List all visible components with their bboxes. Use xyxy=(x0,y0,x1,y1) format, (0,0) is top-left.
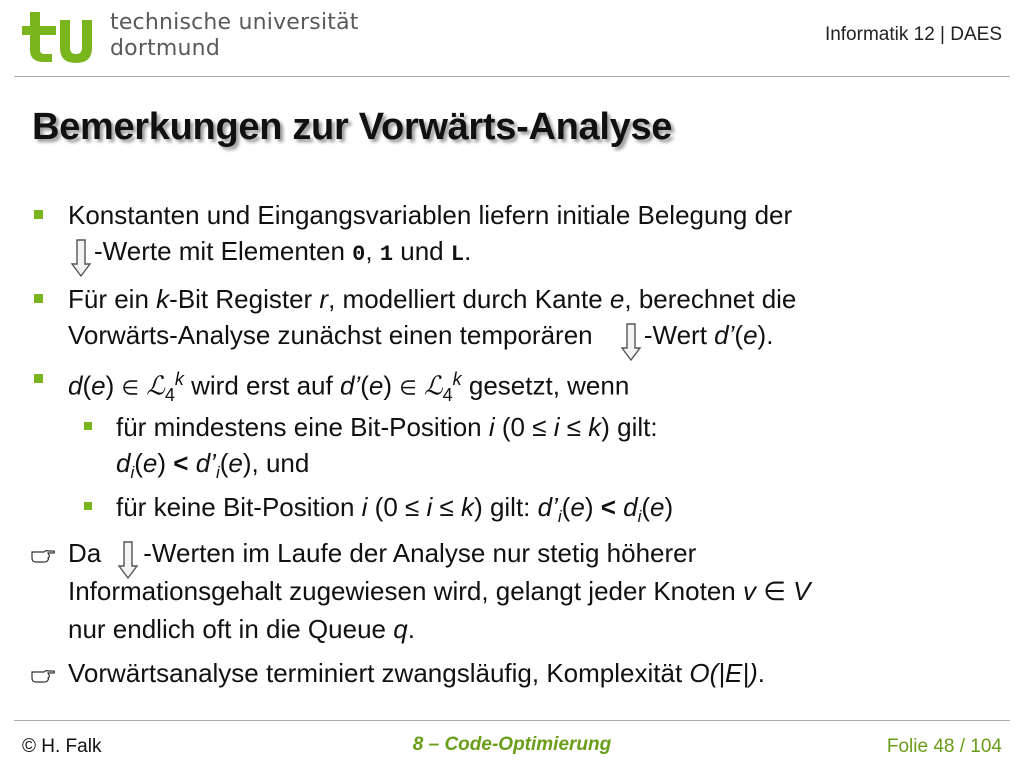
sub-bullet-marker xyxy=(84,502,92,510)
university-line2: dortmund xyxy=(110,36,220,61)
sub-bullet-marker xyxy=(84,422,92,430)
footer-divider xyxy=(14,720,1010,721)
bullet-3-line-1: d(e) ∈ ℒ$_4^k$ wird erst auf d’(e) ∈ ℒ$_4^k$ gesetzt, wenn xyxy=(68,369,630,405)
bullet-marker xyxy=(34,210,43,219)
footer-slide-number: Folie 48 / 104 xyxy=(886,736,1002,757)
department-label: Informatik 12 | DAES xyxy=(824,24,1002,45)
down-arrow-icon xyxy=(70,238,92,278)
bullet-2-line-2: Vorwärts-Analyse zunächst einen temporären -Wert d’(e). xyxy=(68,320,773,362)
bullet-1-line-2: -Werte mit Elementen 0, 1 und L. xyxy=(68,236,471,278)
hand-1-line-3: nur endlich oft in die Queue q. xyxy=(68,614,415,644)
bullet-marker xyxy=(34,294,43,303)
hand-2-line-1: Vorwärtsanalyse terminiert zwangsläufig, Komplexität O(|E|). xyxy=(68,658,766,688)
bullet-marker xyxy=(34,374,43,383)
down-arrow-icon xyxy=(117,540,139,580)
pointing-hand-icon xyxy=(30,546,56,564)
hand-1-line-2: Informationsgehalt zugewiesen wird, gelangt jeder Knoten v ∈ V xyxy=(68,576,811,606)
sub-bullet-1-line-1: für mindestens eine Bit-Position i (0 ≤ i ≤ k) gilt: xyxy=(116,412,658,442)
footer-chapter: 8 – Code-Optimierung xyxy=(412,734,612,755)
footer-author: © H. Falk xyxy=(22,736,102,757)
bullet-1-line-1: Konstanten und Eingangsvariablen liefern initiale Belegung der xyxy=(68,200,793,230)
down-arrow-icon xyxy=(620,322,642,362)
slide-title: Bemerkungen zur Vorwärts-Analyse xyxy=(32,106,673,148)
pointing-hand-icon xyxy=(30,666,56,684)
sub-bullet-2-line-1: für keine Bit-Position i (0 ≤ i ≤ k) gilt: $d’_i(e) < d_i(e)$ xyxy=(116,492,674,527)
sub-bullet-1-line-2: $d_i(e)$ < $d’_i(e)$, und xyxy=(116,448,310,483)
bullet-2-line-1: Für ein k-Bit Register r, modelliert durch Kante e, berechnet die xyxy=(68,284,797,314)
university-line1: technische universität xyxy=(110,10,359,35)
hand-1-line-1: Da -Werten im Laufe der Analyse nur stetig höherer xyxy=(68,538,696,580)
